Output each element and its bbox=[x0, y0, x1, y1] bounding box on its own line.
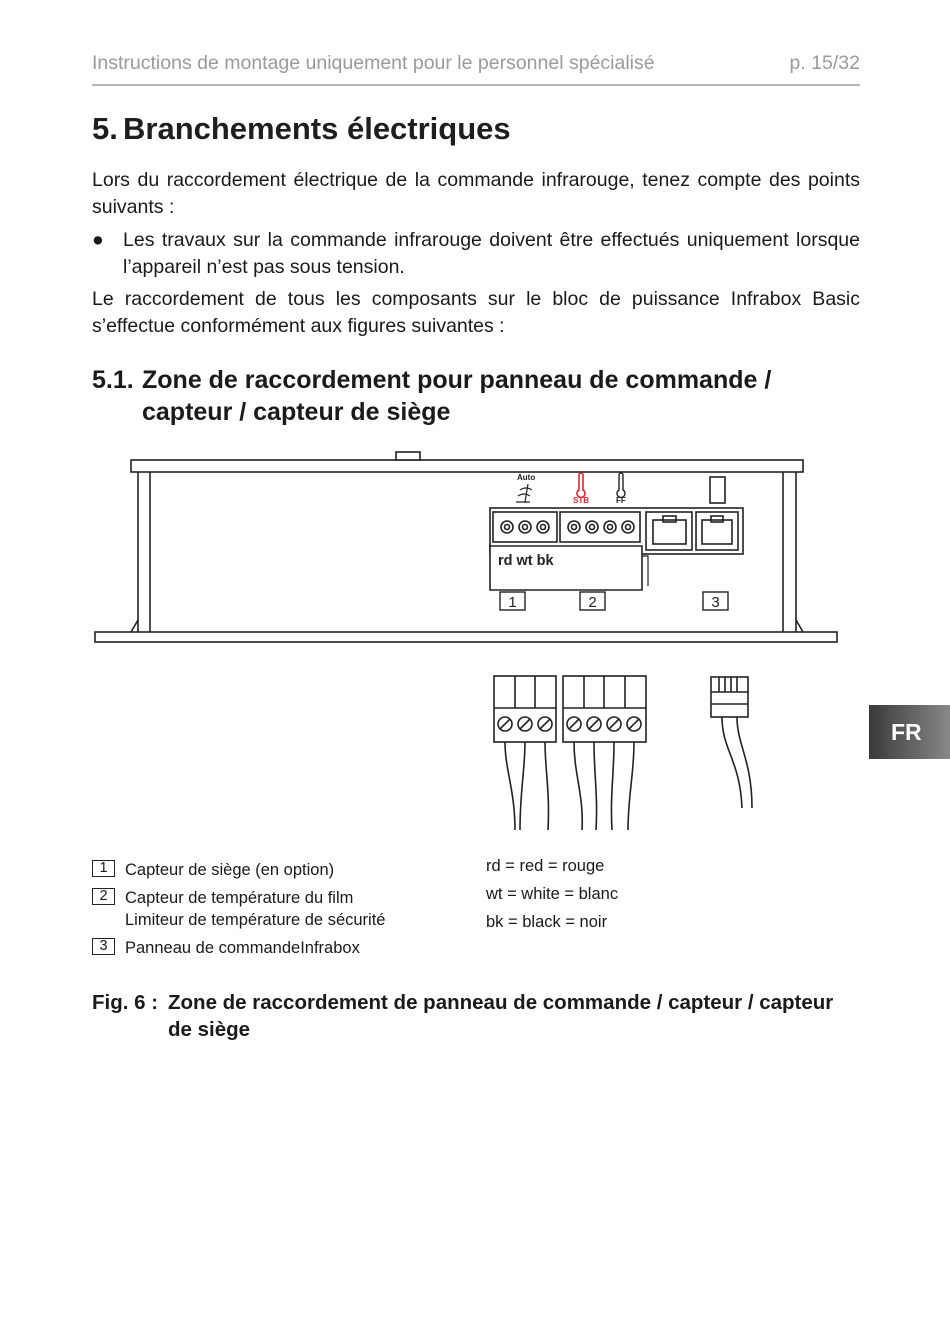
page-number: p. 15/32 bbox=[789, 52, 860, 74]
svg-text:3: 3 bbox=[711, 594, 720, 611]
wire-label: rd wt bk bbox=[498, 553, 554, 569]
legend-text: Capteur de température du film bbox=[125, 889, 354, 907]
figure-caption-text: Zone de raccordement de panneau de commande / capteur / capteur de siège bbox=[168, 991, 834, 1041]
second-paragraph: Le raccordement de tous les composants sur le bloc de puissance Infrabox Basic s’effectue conformément aux figures suivantes : bbox=[92, 288, 860, 337]
switch-icon bbox=[710, 477, 725, 503]
svg-text:2: 2 bbox=[588, 594, 597, 611]
section-heading bbox=[92, 111, 511, 147]
legend-number-box: 1 bbox=[92, 860, 115, 877]
callout-3 bbox=[703, 592, 728, 611]
ff-label: FF bbox=[616, 496, 626, 505]
svg-text:1: 1 bbox=[508, 594, 517, 611]
section-number: 5. bbox=[92, 111, 118, 146]
bullet-dot-icon: ● bbox=[92, 229, 104, 251]
legend-number-box: 2 bbox=[92, 888, 115, 905]
header-title: Instructions de montage uniquement pour le personnel spécialisé bbox=[92, 52, 655, 74]
legend-text: Capteur de siège (en option) bbox=[125, 861, 335, 879]
callout-2 bbox=[580, 592, 605, 611]
bullet-text: Les travaux sur la commande infrarouge doivent être effectués uniquement lorsque l’appareil n’est pas sous tension. bbox=[123, 229, 860, 278]
subsection-number: 5.1. bbox=[92, 366, 134, 394]
connector-block bbox=[490, 508, 743, 590]
stb-label: STB bbox=[573, 496, 589, 505]
auto-label: Auto bbox=[517, 473, 536, 482]
terminal-plug-4pin bbox=[563, 676, 646, 830]
callout-1 bbox=[500, 592, 525, 611]
ff-thermometer-icon bbox=[616, 473, 626, 505]
stb-thermometer-icon bbox=[573, 473, 589, 505]
terminal-plug-3pin bbox=[494, 676, 556, 830]
section-title: Branchements électriques bbox=[123, 111, 511, 146]
intro-paragraph: Lors du raccordement électrique de la commande infrarouge, tenez compte des points suivants : bbox=[92, 169, 860, 218]
legend-text: Panneau de commandeInfrabox bbox=[125, 939, 360, 957]
color-legend-red: rd = red = rouge bbox=[486, 857, 605, 875]
connection-diagram bbox=[0, 440, 950, 840]
language-tab-label: FR bbox=[891, 719, 922, 745]
color-legend-white: wt = white = blanc bbox=[486, 885, 619, 903]
legend-number-box: 3 bbox=[92, 938, 115, 955]
subsection-title: Zone de raccordement pour panneau de commande / capteur / capteur de siège bbox=[142, 366, 772, 426]
legend-text: Limiteur de température de sécurité bbox=[125, 911, 386, 929]
page-header bbox=[92, 50, 860, 86]
auto-icon bbox=[516, 473, 535, 502]
language-tab[interactable] bbox=[869, 705, 950, 759]
rj-plug bbox=[711, 677, 752, 808]
figure-label: Fig. 6 : bbox=[92, 991, 159, 1014]
color-legend-black: bk = black = noir bbox=[486, 913, 608, 931]
